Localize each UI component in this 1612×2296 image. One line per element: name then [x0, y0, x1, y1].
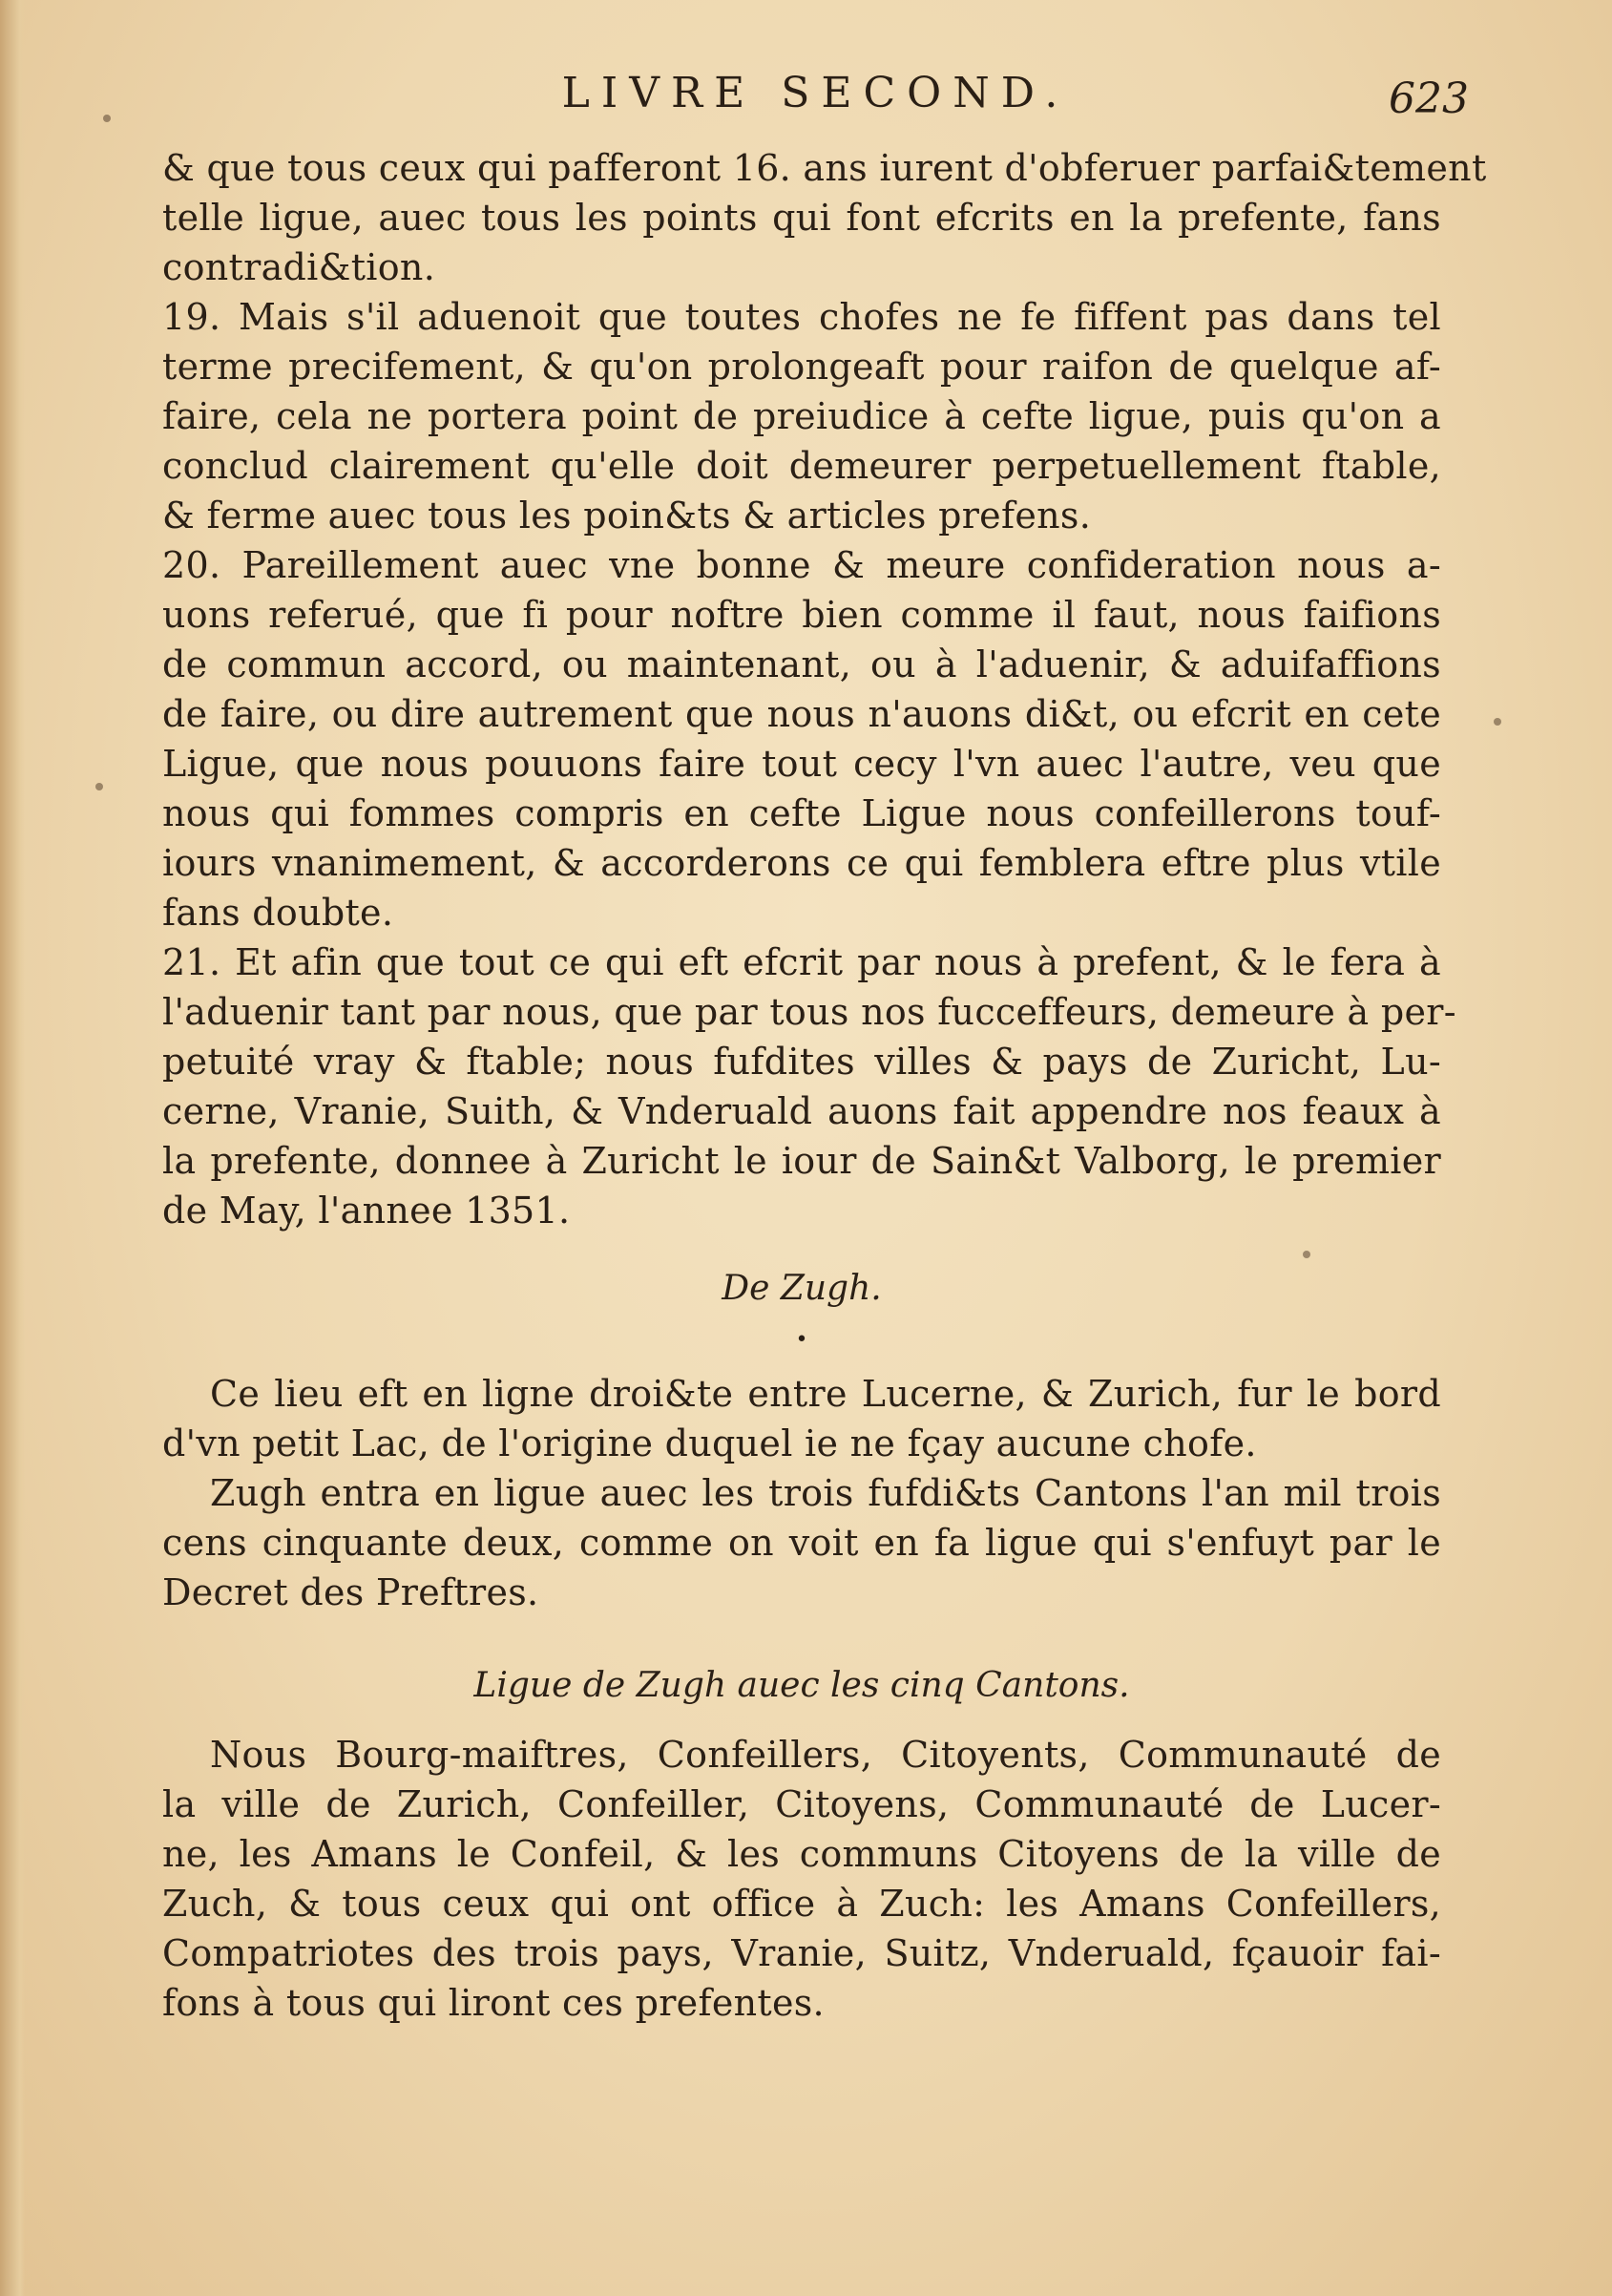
- text-line: petuité vray & ftable; nous fufdites villes & pays de Zuricht, Lu-: [162, 1041, 1441, 1083]
- text-line: & que tous ceux qui pafferont 16. ans iurent d'obferuer parfai&tement: [162, 147, 1487, 189]
- text-line: de commun accord, ou maintenant, ou à l'aduenir, & aduifaffions: [162, 643, 1441, 685]
- section-zugh: [162, 1369, 1441, 1617]
- article-21: [162, 937, 1456, 1235]
- text-line: 21. Et afin que tout ce qui eft efcrit par nous à prefent, & le fera à: [162, 941, 1441, 983]
- running-head: [162, 69, 1469, 136]
- text-line: la ville de Zurich, Confeiller, Citoyens, Communauté de Lucer-: [162, 1783, 1441, 1825]
- text-line: fans doubte.: [162, 892, 394, 934]
- text-line: l'aduenir tant par nous, que par tous nos fucceffeurs, demeure à per-: [162, 991, 1456, 1033]
- section-ligue: [162, 1730, 1441, 2028]
- text-line: la prefente, donnee à Zuricht le iour de Sain&t Valborg, le premier: [162, 1140, 1441, 1182]
- ornament-dot: •: [795, 1328, 808, 1352]
- section-heading-zugh: De Zugh.: [722, 1269, 882, 1308]
- text-line: conclud clairement qu'elle doit demeurer perpetuellement ftable,: [162, 445, 1441, 487]
- text-line: telle ligue, auec tous les points qui font efcrits en la prefente, fans: [162, 197, 1441, 239]
- text-line: Zuch, & tous ceux qui ont office à Zuch: les Amans Confeillers,: [162, 1883, 1441, 1925]
- text-line: de faire, ou dire autrement que nous n'auons di&t, ou efcrit en cete: [162, 693, 1441, 735]
- text-line: iours vnanimement, & accorderons ce qui femblera eftre plus vtile: [162, 842, 1441, 884]
- text-line: nous qui fommes compris en cefte Ligue nous confeillerons touf-: [162, 792, 1441, 834]
- text-line: Zugh entra en ligue auec les trois fufdi&ts Cantons l'an mil trois: [210, 1472, 1441, 1514]
- text-line: Ce lieu eft en ligne droi&te entre Lucerne, & Zurich, fur le bord: [210, 1373, 1441, 1415]
- text-line: cerne, Vranie, Suith, & Vnderuald auons fait appendre nos feaux à: [162, 1090, 1441, 1132]
- text-line: fons à tous qui liront ces prefentes.: [162, 1982, 825, 2024]
- article-20: [162, 540, 1441, 937]
- page-edge-shadow: [0, 0, 25, 2296]
- ink-speck: [103, 115, 111, 122]
- text-line: cens cinquante deux, comme on voit en fa ligue qui s'enfuyt par le: [162, 1522, 1441, 1564]
- text-line: Nous Bourg-maiftres, Confeillers, Citoyents, Communauté de: [210, 1734, 1441, 1776]
- text-block: [162, 143, 1487, 2028]
- text-line: terme precifement, & qu'on prolongeaft pour raifon de quelque af-: [162, 346, 1441, 388]
- text-line: contradi&tion.: [162, 246, 436, 288]
- section-heading-ligue: Ligue de Zugh auec les cinq Cantons.: [473, 1666, 1130, 1705]
- running-title: LIVRE SECOND.: [561, 69, 1070, 117]
- text-line: 19. Mais s'il aduenoit que toutes chofes ne fe fiffent pas dans tel: [162, 296, 1441, 338]
- text-line: Compatriotes des trois pays, Vranie, Suitz, Vnderuald, fçauoir fai-: [162, 1932, 1441, 1974]
- ink-speck: [1494, 718, 1501, 726]
- article-19: [162, 292, 1441, 540]
- ink-speck: [1303, 1251, 1310, 1258]
- text-line: d'vn petit Lac, de l'origine duquel ie ne fçay aucune chofe.: [162, 1422, 1257, 1464]
- paragraph-continuation: [162, 143, 1487, 292]
- text-line: 20. Pareillement auec vne bonne & meure confideration nous a-: [162, 544, 1441, 586]
- page-number: 623: [1389, 74, 1469, 123]
- text-line: faire, cela ne portera point de preiudice à cefte ligue, puis qu'on a: [162, 395, 1441, 437]
- text-line: & ferme auec tous les poin&ts & articles prefens.: [162, 495, 1092, 537]
- text-line: Ligue, que nous pouuons faire tout cecy l'vn auec l'autre, veu que: [162, 743, 1441, 785]
- text-line: ne, les Amans le Confeil, & les communs Citoyens de la ville de: [162, 1833, 1441, 1875]
- ink-speck: [95, 783, 103, 790]
- text-line: Decret des Preftres.: [162, 1571, 539, 1613]
- text-line: de May, l'annee 1351.: [162, 1190, 571, 1232]
- text-line: uons referué, que fi pour noftre bien comme il faut, nous faifions: [162, 594, 1441, 636]
